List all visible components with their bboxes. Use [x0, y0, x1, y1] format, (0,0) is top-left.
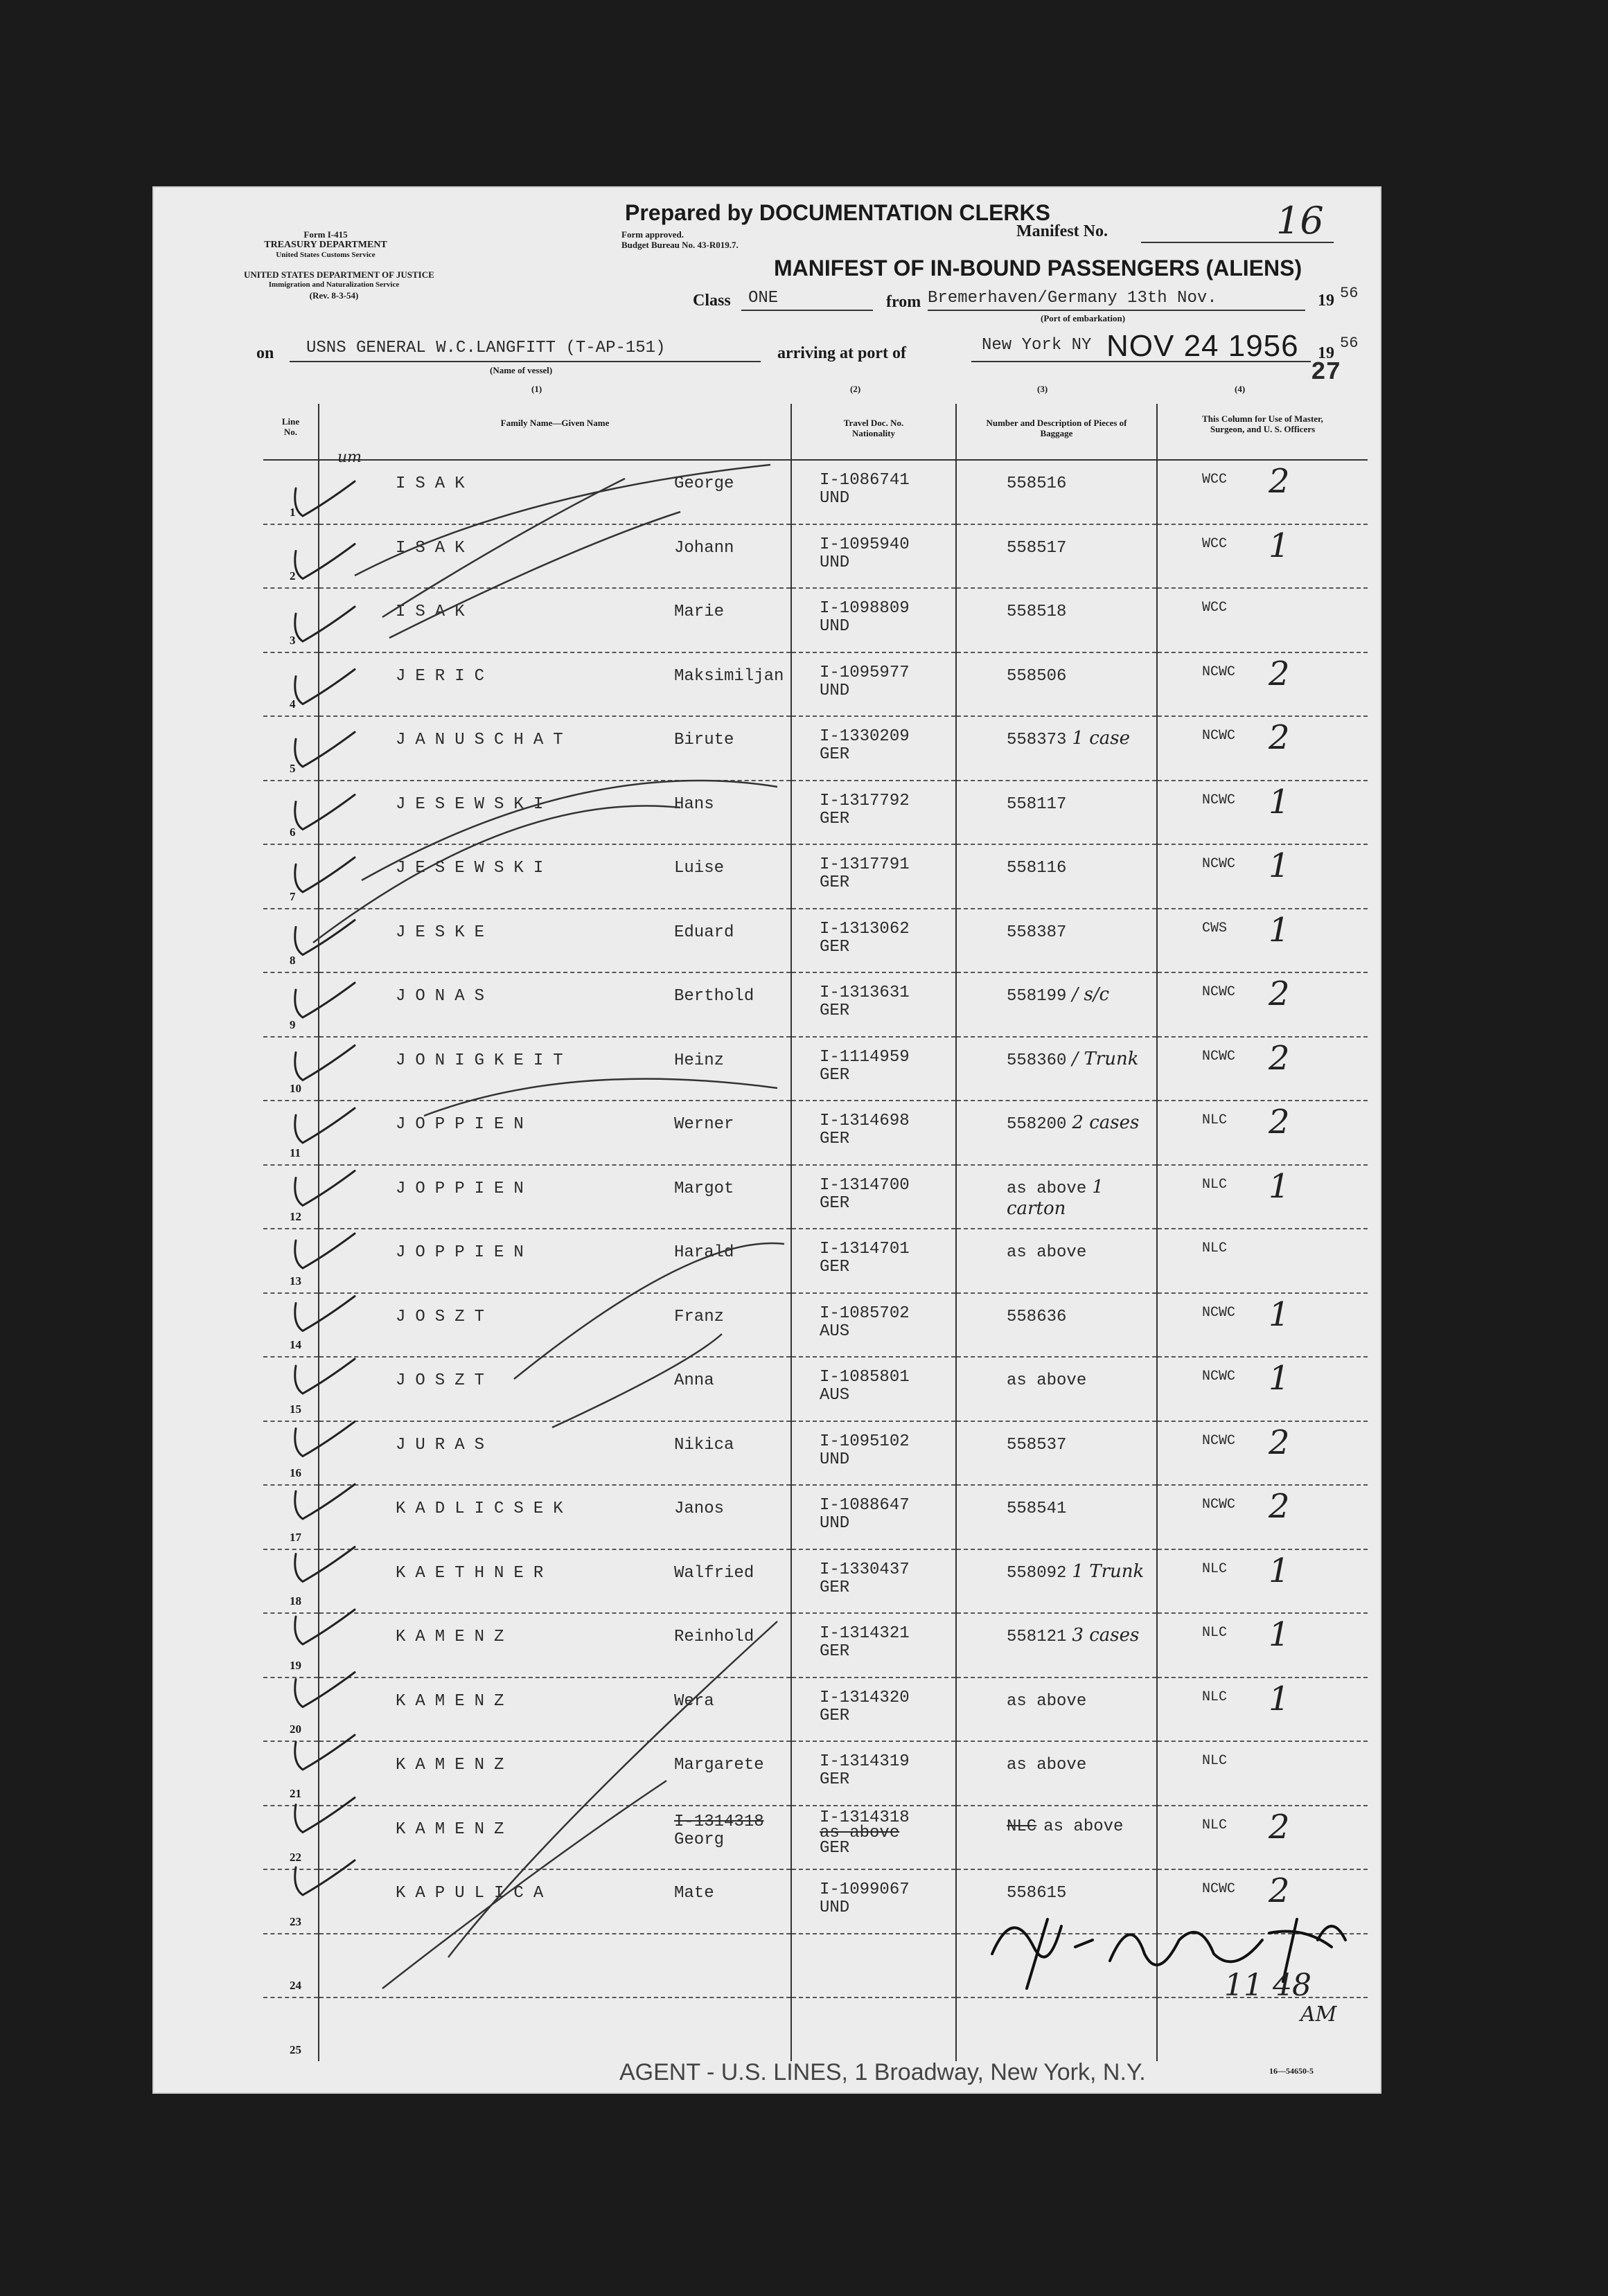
agency-code: NCWC — [1202, 728, 1236, 744]
family-name: ISAK — [396, 538, 475, 558]
nationality: GER — [820, 1002, 850, 1020]
agency-code: NCWC — [1202, 984, 1236, 1000]
officer-mark: 1 — [1269, 846, 1290, 885]
check-mark — [295, 1108, 355, 1143]
baggage-note: 1 Trunk — [1072, 1560, 1145, 1582]
given-name: Janos — [674, 1499, 725, 1518]
family-name: JESEWSKI — [396, 859, 554, 878]
nationality: GER — [820, 1065, 850, 1085]
agency-code: NCWC — [1202, 1432, 1236, 1449]
nationality: GER — [820, 937, 850, 956]
given-name: Luise — [674, 859, 725, 878]
page-number: 27 — [1311, 358, 1341, 386]
doc-number: I-1085801 — [820, 1368, 910, 1387]
baggage-value: 558636 — [1007, 1307, 1067, 1326]
line-number: 8 — [290, 954, 296, 967]
line-number: 16 — [290, 1466, 301, 1479]
agency-code: NCWC — [1202, 792, 1236, 808]
family-name: JANUSCHAT — [396, 731, 573, 749]
nationality: UND — [820, 553, 850, 572]
strike-line — [424, 1079, 777, 1116]
family-name: JOSZT — [396, 1371, 495, 1390]
doc-number: I-1114959 — [820, 1047, 910, 1067]
check-mark — [295, 732, 355, 767]
agency-code: CWS — [1202, 920, 1228, 936]
line-number: 20 — [290, 1723, 301, 1736]
line-number: 7 — [290, 889, 296, 903]
check-mark — [295, 670, 355, 704]
customs-service: United States Customs Service — [276, 251, 376, 259]
check-mark — [295, 1610, 355, 1644]
line-number: 18 — [290, 1594, 301, 1608]
given-name: Mate — [674, 1884, 714, 1903]
agency-code: NLC — [1202, 1176, 1228, 1193]
line-number: 1 — [290, 505, 296, 519]
strike-line — [448, 1621, 777, 1957]
manifest-label: Manifest No. — [1016, 222, 1108, 240]
family-name: KADLICSEK — [396, 1499, 573, 1518]
doc-number: I-1317791 — [820, 855, 910, 874]
nationality: UND — [820, 681, 850, 700]
baggage-value: as above — [1043, 1817, 1124, 1836]
officer-mark: 1 — [1269, 1166, 1290, 1206]
family-name: JOPPIEN — [396, 1179, 533, 1198]
nationality: UND — [820, 1450, 850, 1469]
line-number: 3 — [290, 633, 296, 647]
officer-mark: 2 — [1269, 718, 1290, 757]
line-number: 19 — [290, 1658, 301, 1672]
line-number: 12 — [290, 1210, 301, 1223]
given-name: Georg — [674, 1830, 725, 1849]
baggage-value: as above — [1007, 1179, 1087, 1198]
baggage-value: 558541 — [1007, 1499, 1067, 1518]
agency-code: WCC — [1202, 535, 1228, 552]
doc-number: I-1088647 — [820, 1496, 910, 1515]
strike-line — [514, 1243, 784, 1379]
family-name: JESKE — [396, 923, 495, 942]
agency-code: NLC — [1202, 1689, 1228, 1705]
agency-code: NCWC — [1202, 1497, 1236, 1513]
officer-mark: 1 — [1269, 1615, 1290, 1654]
header-line-no: Line No. — [263, 404, 319, 460]
year-value: 56 — [1340, 285, 1359, 302]
col-number-1: (1) — [531, 384, 542, 394]
officer-mark: 2 — [1269, 975, 1290, 1013]
given-name: Birute — [674, 731, 734, 749]
col-number-3: (3) — [1037, 384, 1048, 394]
baggage-value: as above — [1007, 1691, 1087, 1711]
agency-code: NCWC — [1202, 1048, 1236, 1065]
agency-code: NLC — [1202, 1240, 1228, 1256]
check-mark — [295, 1171, 355, 1206]
baggage-value: as above — [1007, 1756, 1087, 1774]
baggage-value: as above — [1007, 1371, 1087, 1390]
line-number: 9 — [290, 1017, 296, 1031]
manifest-title: MANIFEST OF IN-BOUND PASSENGERS (ALIENS) — [774, 256, 1302, 281]
header-doc: Travel Doc. No. Nationality — [791, 404, 956, 460]
given-name: Walfried — [674, 1563, 754, 1583]
arrival-port: New York NY — [982, 336, 1092, 355]
line-number: 13 — [290, 1274, 301, 1288]
family-name: KAETHNER — [396, 1563, 554, 1583]
doc-number: I-1098809 — [820, 599, 910, 618]
baggage-value: 558360 — [1007, 1051, 1067, 1070]
nationality: GER — [820, 1838, 850, 1858]
prepared-by-stamp: Prepared by DOCUMENTATION CLERKS — [625, 200, 1050, 225]
doc-number: I-1330209 — [820, 727, 910, 746]
baggage-note: 1 case — [1072, 728, 1131, 749]
baggage-value: 558518 — [1007, 603, 1067, 621]
family-name: JOPPIEN — [396, 1115, 533, 1134]
baggage-struck: NLC — [1007, 1817, 1037, 1836]
baggage-value: 558517 — [1007, 538, 1067, 558]
line-number: 21 — [290, 1786, 301, 1800]
from-label: from — [886, 293, 921, 311]
check-mark — [295, 1735, 355, 1770]
check-mark — [295, 1046, 355, 1080]
agency-code: WCC — [1202, 600, 1228, 616]
doc-number: I-1330437 — [820, 1560, 910, 1579]
treasury-dept: TREASURY DEPARTMENT — [264, 240, 387, 250]
agency-code: NCWC — [1202, 1369, 1236, 1385]
baggage-note: 2 cases — [1072, 1112, 1140, 1133]
officer-mark: 2 — [1269, 654, 1290, 693]
manifest-page — [154, 188, 1380, 2092]
officer-mark: 2 — [1269, 1807, 1290, 1846]
form-number: Form I-415 — [303, 229, 348, 240]
doc-number: I-1313631 — [820, 984, 910, 1002]
doc-number: I-1314698 — [820, 1112, 910, 1130]
agency-code: NCWC — [1202, 664, 1236, 680]
line-number: 14 — [290, 1338, 301, 1351]
agency-code: NCWC — [1202, 1304, 1236, 1321]
arriving-label: arriving at port of — [777, 344, 906, 362]
nationality: GER — [820, 1578, 850, 1597]
officer-mark: 1 — [1269, 782, 1290, 821]
nationality: AUS — [820, 1386, 850, 1405]
doc-number: I-1086741 — [820, 471, 910, 490]
check-mark — [295, 544, 355, 579]
strike-line — [552, 1334, 722, 1427]
baggage-value: 558121 — [1007, 1628, 1067, 1646]
agency-code: NLC — [1202, 1625, 1228, 1641]
line-number: 17 — [290, 1530, 301, 1544]
check-mark — [295, 1234, 355, 1268]
check-mark — [295, 857, 355, 892]
check-mark — [295, 920, 355, 955]
family-name: KAMENZ — [396, 1756, 514, 1774]
given-name: Johann — [674, 538, 734, 558]
baggage-value: 558092 — [1007, 1563, 1067, 1583]
check-mark — [295, 1297, 355, 1331]
doc-number: I-1314321 — [820, 1624, 910, 1643]
family-name: JONAS — [396, 987, 495, 1006]
nationality: UND — [820, 1898, 850, 1917]
port-caption: (Port of embarkation) — [1041, 313, 1126, 323]
doc-number: I-1314318 — [820, 1808, 910, 1827]
line-number: 24 — [290, 1979, 301, 1992]
baggage-value: 558116 — [1007, 859, 1067, 878]
given-name: Harald — [674, 1243, 734, 1262]
form-approved: Form approved. — [621, 229, 684, 240]
strike-line — [355, 465, 770, 576]
officer-mark: 2 — [1269, 1103, 1290, 1141]
given-name: Nikica — [674, 1435, 734, 1454]
check-mark — [295, 1673, 355, 1707]
line-number: 2 — [290, 569, 296, 582]
line-number: 5 — [290, 761, 296, 775]
arrival-year: 56 — [1340, 335, 1359, 352]
given-name: Berthold — [674, 987, 754, 1006]
nationality: GER — [820, 1258, 850, 1276]
budget-bureau: Budget Bureau No. 43-R019.7. — [621, 240, 739, 250]
doc-number: I-1314700 — [820, 1175, 910, 1195]
baggage-note: / s/c — [1072, 984, 1110, 1005]
given-name-struck: I-1314318 — [674, 1812, 764, 1831]
doc-number: I-1099067 — [820, 1880, 910, 1899]
line-number: 6 — [290, 826, 296, 839]
header-name: Family Name—Given Name — [319, 404, 791, 460]
nationality: AUS — [820, 1321, 850, 1341]
family-name: JESEWSKI — [396, 794, 554, 814]
nationality: UND — [820, 489, 850, 508]
family-name: KAPULICA — [396, 1884, 554, 1903]
line-number: 23 — [290, 1914, 301, 1928]
officer-mark: 1 — [1269, 1359, 1290, 1398]
family-name: JONIGKEIT — [396, 1051, 573, 1070]
check-mark — [295, 1422, 355, 1457]
check-mark — [295, 481, 355, 516]
officer-mark: 1 — [1269, 910, 1290, 950]
strike-line — [362, 781, 777, 880]
doc-number: I-1314320 — [820, 1688, 910, 1707]
manifest-number: 16 — [1276, 199, 1324, 242]
arrival-year-prefix: 19 — [1318, 344, 1334, 362]
agency-code: NCWC — [1202, 856, 1236, 872]
class-text: ONE — [748, 289, 779, 308]
given-name: Heinz — [674, 1051, 725, 1070]
given-name: Maksimiljan — [674, 666, 784, 686]
given-name: Eduard — [674, 923, 734, 942]
given-name: Hans — [674, 794, 714, 814]
baggage-value: 558117 — [1007, 794, 1067, 814]
doc-number: I-1317792 — [820, 791, 910, 810]
family-name: JERIC — [396, 666, 495, 686]
given-name: Marie — [674, 603, 725, 621]
family-name: KAMENZ — [396, 1819, 514, 1839]
nationality: GER — [820, 1706, 850, 1725]
revision: (Rev. 8-3-54) — [309, 290, 359, 301]
doc-number: I-1095977 — [820, 663, 910, 682]
embarkation-text: Bremerhaven/Germany 13th Nov. — [928, 289, 1217, 308]
check-mark — [295, 1547, 355, 1582]
check-mark — [295, 795, 355, 830]
baggage-value: 558373 — [1007, 731, 1067, 749]
agent-stamp: AGENT - U.S. LINES, 1 Broadway, New York, N.Y. — [619, 2059, 1146, 2085]
agency-code: NLC — [1202, 1753, 1228, 1769]
doc-number: I-1314319 — [820, 1752, 910, 1771]
officer-mark: 1 — [1269, 1551, 1290, 1590]
check-mark — [295, 1359, 355, 1394]
family-name: JOPPIEN — [396, 1243, 533, 1262]
class-label: Class — [693, 292, 731, 310]
officer-signature — [971, 1898, 1373, 2002]
col-number-4: (4) — [1235, 384, 1246, 394]
officer-mark: 2 — [1269, 1487, 1290, 1526]
strike-line — [382, 479, 625, 617]
family-name: KAMENZ — [396, 1691, 514, 1711]
family-name: JURAS — [396, 1435, 495, 1454]
line-number: 22 — [290, 1851, 301, 1864]
family-name: ISAK — [396, 474, 475, 493]
baggage-value: 558615 — [1007, 1884, 1067, 1903]
check-mark — [295, 1484, 355, 1519]
agency-code: NLC — [1202, 1817, 1228, 1833]
officer-mark: 1 — [1269, 1294, 1290, 1334]
nationality: GER — [820, 1130, 850, 1148]
given-name: Werner — [674, 1115, 734, 1134]
doc-number: I-1314701 — [820, 1240, 910, 1258]
officer-mark: 1 — [1269, 1679, 1290, 1718]
agency-code: NCWC — [1202, 1881, 1236, 1897]
agency-code: NLC — [1202, 1112, 1228, 1128]
signature-time: 11 48 — [1224, 1968, 1311, 2003]
agency-code: WCC — [1202, 472, 1228, 488]
agency-code: NLC — [1202, 1560, 1228, 1577]
line-number: 10 — [290, 1082, 301, 1095]
line-number: 15 — [290, 1402, 301, 1416]
signature-ampm: AM — [1300, 2002, 1337, 2027]
given-name: Margot — [674, 1179, 734, 1198]
strike-line — [389, 512, 680, 638]
officer-mark: 2 — [1269, 1038, 1290, 1078]
nationality: GER — [820, 1770, 850, 1789]
given-name: Franz — [674, 1307, 725, 1326]
print-code: 16—54650-5 — [1269, 2066, 1314, 2076]
header-officers: This Column for Use of Master, Surgeon, and U. S. Officers — [1157, 404, 1368, 460]
line-number: 11 — [290, 1146, 301, 1159]
check-mark — [295, 983, 355, 1017]
nationality: GER — [820, 1642, 850, 1661]
check-mark — [295, 607, 355, 641]
baggage-note: 1 carton — [1007, 1176, 1104, 1219]
nationality: UND — [820, 617, 850, 636]
officer-mark: 2 — [1269, 1871, 1290, 1910]
um-annotation: um — [337, 449, 362, 466]
nationality: GER — [820, 745, 850, 764]
baggage-value: 558516 — [1007, 474, 1067, 493]
baggage-value: 558199 — [1007, 987, 1067, 1006]
nationality: GER — [820, 1193, 850, 1213]
nationality: GER — [820, 809, 850, 828]
baggage-note: / Trunk — [1072, 1048, 1139, 1069]
strike-line — [313, 806, 680, 943]
doc-number: I-1313062 — [820, 919, 910, 938]
officer-mark: 2 — [1269, 462, 1290, 501]
arrival-date-stamp: NOV 24 1956 — [1106, 329, 1299, 363]
doc-number: I-1085702 — [820, 1303, 910, 1323]
check-mark — [295, 1860, 355, 1895]
baggage-value: as above — [1007, 1243, 1087, 1262]
baggage-value: 558506 — [1007, 666, 1067, 686]
family-name: ISAK — [396, 603, 475, 621]
col-number-2: (2) — [850, 384, 861, 394]
check-mark — [295, 1798, 355, 1833]
baggage-value: 558200 — [1007, 1115, 1067, 1134]
doc-number: I-1095940 — [820, 535, 910, 554]
justice-dept: UNITED STATES DEPARTMENT OF JUSTICE — [244, 269, 434, 280]
baggage-value: 558387 — [1007, 923, 1067, 942]
given-name: Anna — [674, 1371, 714, 1390]
given-name: Reinhold — [674, 1628, 754, 1646]
strike-line — [382, 1781, 666, 1988]
vessel-text: USNS GENERAL W.C.LANGFITT (T-AP-151) — [306, 339, 666, 357]
officer-mark: 2 — [1269, 1423, 1290, 1462]
line-number: 4 — [290, 697, 296, 711]
officer-mark: 1 — [1269, 526, 1290, 565]
family-name: JOSZT — [396, 1307, 495, 1326]
ins-service: Immigration and Naturalization Service — [268, 281, 400, 289]
nationality: UND — [820, 1514, 850, 1533]
nationality: GER — [820, 873, 850, 892]
year-prefix: 19 — [1318, 292, 1334, 310]
header-baggage: Number and Description of Pieces of Baggage — [956, 404, 1157, 460]
given-name: George — [674, 474, 734, 493]
on-label: on — [256, 344, 274, 362]
doc-number: I-1095102 — [820, 1432, 910, 1451]
vessel-caption: (Name of vessel) — [490, 365, 553, 375]
given-name: Margarete — [674, 1756, 764, 1774]
line-number: 25 — [290, 2043, 301, 2056]
baggage-value: 558537 — [1007, 1435, 1067, 1454]
family-name: KAMENZ — [396, 1628, 514, 1646]
doc-struck: as above — [820, 1823, 900, 1842]
given-name: Wera — [674, 1691, 714, 1711]
baggage-note: 3 cases — [1072, 1625, 1140, 1646]
check-marks-overlay — [154, 188, 1380, 2092]
